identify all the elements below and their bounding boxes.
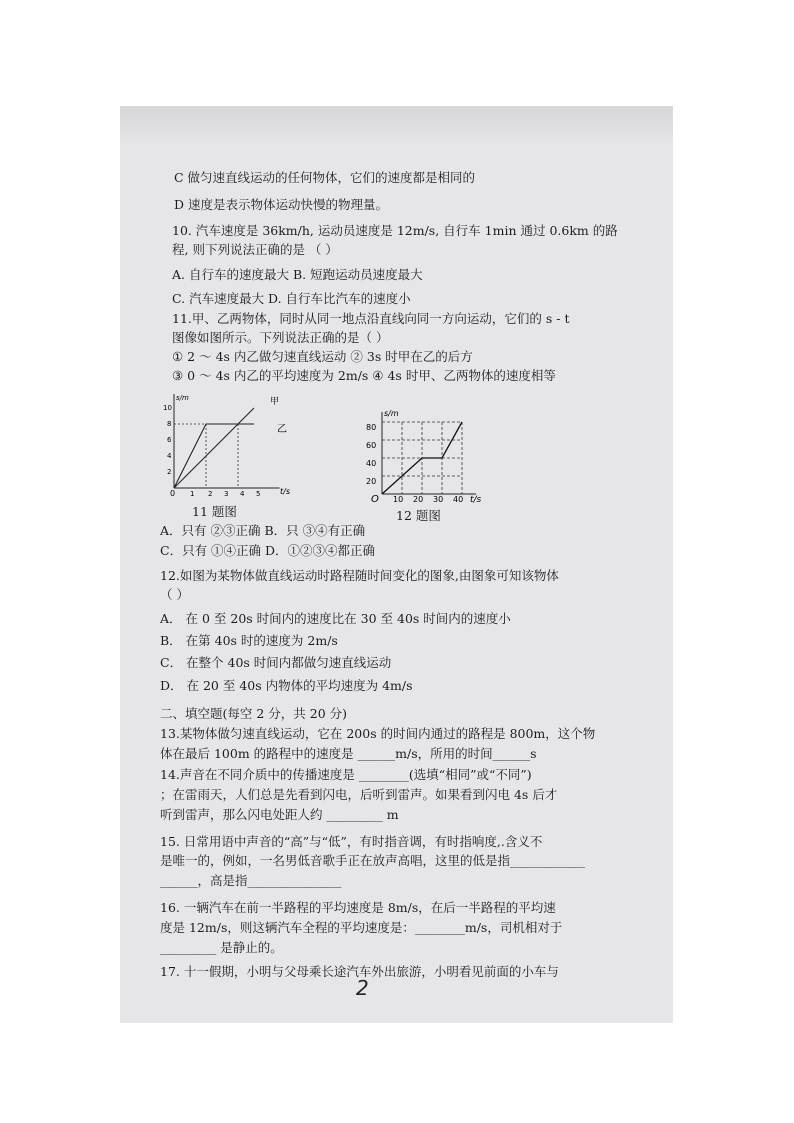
text-line: A．只有 ②③正确 B．只 ③④有正确	[160, 523, 366, 538]
fig11-origin: 0	[170, 489, 176, 498]
fig11-xtick: 2	[208, 490, 213, 498]
text-line: C． 在整个 40s 时间内都做匀速直线运动	[160, 655, 392, 670]
fig11-series-label-yi: 乙	[277, 424, 287, 435]
fig11-xtick: 3	[224, 490, 229, 498]
text-line: A. 自行车的速度最大 B. 短跑运动员速度最大	[172, 267, 423, 282]
text-line: D 速度是表示物体运动快慢的物理量。	[174, 197, 388, 212]
text-line: 听到雷声，那么闪电处距人约 _________ m	[160, 807, 399, 822]
text-line: 二、填空题(每空 2 分，共 20 分)	[160, 706, 348, 721]
text-line: ① 2 ～ 4s 内乙做匀速直线运动 ② 3s 时甲在乙的后方	[172, 349, 473, 364]
text-line: ③ 0 ～ 4s 内乙的平均速度为 2m/s ④ 4s 时甲、乙两物体的速度相等	[172, 368, 556, 383]
fig11-ytick: 4	[167, 452, 172, 460]
text-line: 度是 12m/s，则这辆汽车全程的平均速度是：________m/s，司机相对于	[160, 920, 563, 935]
fig11-series-label-jia: 甲	[270, 397, 280, 407]
fig11-xlabel: t/s	[280, 487, 290, 496]
text-line: C 做匀速直线运动的任何物体，它们的速度都是相同的	[174, 170, 476, 185]
text-line: 13.某物体做匀速直线运动，它在 200s 的时间内通过的路程是 800m，这个物	[160, 726, 596, 741]
page-number: 2	[356, 976, 369, 1000]
fig12-xtick: 10	[393, 495, 404, 504]
figure-11-caption: 11 题图	[192, 504, 237, 519]
fig11-ytick: 10	[163, 404, 172, 412]
fig11-xtick: 4	[240, 490, 245, 498]
fig11-series-line	[174, 424, 254, 488]
exam-page	[120, 106, 673, 1023]
text-line: 15. 日常用语中声音的“高”与“低”，有时指音调，有时指响度,.含义不	[160, 834, 543, 849]
fig12-origin: O	[371, 494, 379, 505]
text-line: _________ 是静止的。	[160, 940, 283, 955]
text-line: 图像如图所示。下列说法正确的是（ ）	[172, 330, 389, 345]
text-line: A． 在 0 至 20s 时间内的速度比在 30 至 40s 时间内的速度小	[160, 611, 511, 626]
fig11-series-line	[174, 408, 254, 488]
text-line: C. 汽车速度最大 D. 自行车比汽车的速度小	[172, 291, 411, 306]
text-line: 11.甲、乙两物体，同时从同一地点沿直线向同一方向运动，它们的 s - t	[172, 311, 570, 326]
text-line: （ ）	[160, 587, 189, 602]
text-line: 程, 则下列说法正确的是 （ ）	[172, 242, 338, 257]
fig12-xlabel: t/s	[470, 495, 482, 505]
fig12-xtick: 20	[413, 495, 424, 504]
text-line: 17. 十一假期，小明与父母乘长途汽车外出旅游，小明看见前面的小车与	[160, 964, 559, 979]
text-line: D． 在 20 至 40s 内物体的平均速度为 4m/s	[160, 678, 413, 693]
fig12-xtick: 30	[433, 495, 444, 504]
fig12-ytick: 60	[366, 441, 377, 450]
fig11-xtick: 1	[190, 490, 195, 498]
fig11-ytick: 8	[167, 420, 172, 428]
text-line: 是唯一的，例如，一名男低音歌手正在放声高唱，这里的低是指____________	[160, 853, 586, 868]
text-line: 体在最后 100m 的路程中的速度是 ______m/s，所用的时间______s	[160, 746, 537, 761]
fig11-xtick: 5	[256, 490, 261, 498]
fig11-ytick: 6	[167, 436, 172, 444]
text-line: B． 在第 40s 时的速度为 2m/s	[160, 633, 338, 648]
figure-11-st-graph	[160, 390, 340, 498]
fig12-ylabel: s/m	[384, 409, 399, 418]
text-line: ______，高是指_______________	[160, 873, 342, 888]
figure-12-st-graph	[362, 406, 494, 508]
fig12-ytick: 40	[366, 459, 377, 468]
fig11-ytick: 2	[167, 468, 172, 476]
figure-12-caption: 12 题图	[396, 508, 441, 523]
text-line: 16. 一辆汽车在前一半路程的平均速度是 8m/s，在后一半路程的平均速	[160, 900, 556, 915]
fig12-xtick: 40	[453, 495, 464, 504]
text-line: ；在雷雨天，人们总是先看到闪电，后听到雷声。如果看到闪电 4s 后才	[160, 787, 558, 802]
text-line: 10. 汽车速度是 36km/h, 运动员速度是 12m/s, 自行车 1min 通过 0.6km 的路	[172, 223, 618, 238]
text-line: C．只有 ①④正确 D．①②③④都正确	[160, 543, 376, 558]
fig11-ylabel: s/m	[176, 394, 189, 402]
text-line: 12.如图为某物体做直线运动时路程随时间变化的图象,由图象可知该物体	[160, 568, 559, 583]
fig12-ytick: 80	[366, 423, 377, 432]
text-line: 14.声音在不同介质中的传播速度是 ________(选填“相同”或“不同”)	[160, 767, 532, 782]
fig12-ytick: 20	[366, 477, 377, 486]
